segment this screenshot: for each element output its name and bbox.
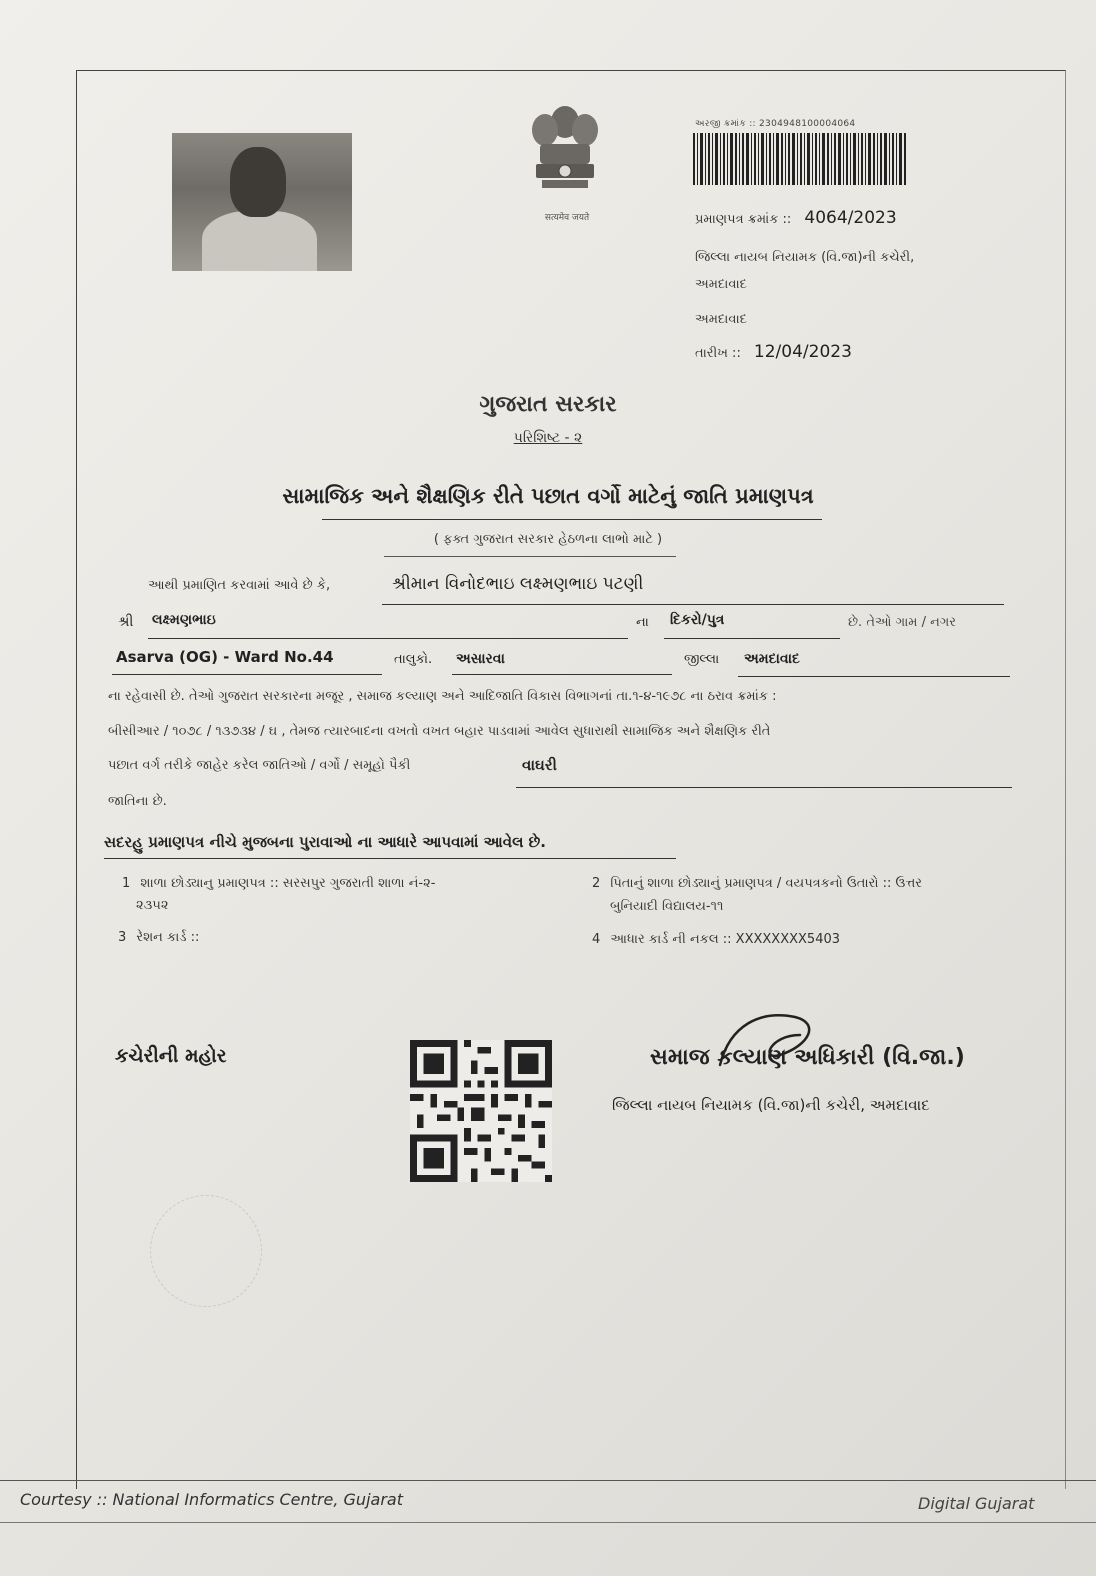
document-text: પિતાનું શાળા છોડ્યાનું પ્રમાણપત્ર / વયપત્રકનો ઉતારો :: ઉત્તર [610, 876, 922, 891]
applicant-photo [172, 133, 352, 271]
document-item [122, 876, 435, 891]
qr-code [410, 1040, 552, 1182]
office-line-1: જિલ્લા નાયબ નિયામક (વિ.જા)ની કચેરી, [695, 250, 915, 265]
caste-line [516, 787, 1012, 788]
courtesy-text: Courtesy :: National Informatics Centre, Gujarat [20, 1490, 403, 1509]
state-emblem-icon [520, 92, 610, 207]
annex-label: પરિશિષ્ટ - ૨ [513, 430, 583, 446]
document-number: 3 [118, 930, 127, 945]
document-item [592, 932, 840, 947]
title-underline [322, 519, 822, 520]
place: અમદાવાદ [695, 312, 747, 327]
district: અમદાવાદ [744, 651, 800, 667]
document-number: 4 [592, 932, 601, 947]
district-label: જીલ્લા [684, 652, 720, 667]
application-number: અરજી ક્રમાંક :: 2304948100004064 [695, 119, 856, 129]
paragraph-line-3: પછાત વર્ગ તરીકે જાહેર કરેલ જાતિઓ / વર્ગો / સમૂહો પૈકી [108, 758, 411, 773]
document-text: શાળા છોડ્યાનુ પ્રમાણપત્ર :: સરસપુર ગુજરાતી શાળા નં-૨- [140, 876, 436, 891]
officer-office: જિલ્લા નાયબ નિયામક (વિ.જા)ની કચેરી, અમદાવાદ [612, 1096, 930, 1114]
father-name: લક્ષ્મણભાઇ [152, 612, 216, 628]
date-label: તારીખ :: [695, 346, 741, 361]
certify-intro: આથી પ્રમાણિત કરવામાં આવે છે કે, [148, 578, 331, 593]
faded-stamp [150, 1195, 262, 1307]
district-line [738, 676, 1010, 677]
barcode [693, 133, 908, 185]
relation: દિકરો/પુત્ર [670, 612, 725, 628]
government-title: ગુજરાત સરકાર [479, 392, 617, 417]
village: Asarva (OG) - Ward No.44 [116, 648, 334, 666]
village-line [112, 674, 382, 675]
holder-name-line [382, 604, 1004, 605]
certificate-number: 4064/2023 [804, 208, 897, 228]
document-item [118, 930, 199, 945]
certificate-title: સામાજિક અને શૈક્ષણિક રીતે પછાત વર્ગો માટેનું જાતિ પ્રમાણપત્ર [282, 484, 814, 508]
footer-divider-top [0, 1480, 1096, 1481]
certificate-number-row [695, 208, 897, 228]
emblem-motto: सत्यमेव जयते [544, 213, 590, 223]
father-name-line [148, 638, 628, 639]
paragraph-line-2: બીસીઆર / ૧૦૭૮ / ૧૩૭૩૪ / ઘ , તેમજ ત્યારબાદના વખતો વખત બહાર પાડવામાં આવેલ સુધારાથી સામાજિક અને શૈક્ષણિક રીતે [108, 724, 771, 739]
officer-title: સમાજ કલ્યાણ અધિકારી (વિ.જા.) [650, 1045, 965, 1070]
taluka: અસારવા [456, 651, 505, 667]
holder-name: શ્રીમાન વિનોદભાઇ લક્ષ્મણભાઇ પટણી [392, 574, 644, 594]
relation-prefix: ના [636, 615, 649, 630]
footer-divider-bottom [0, 1522, 1096, 1523]
certificate-number-label: પ્રમાણપત્ર ક્રમાંક :: [695, 212, 792, 227]
document-number: 1 [122, 876, 131, 891]
documents-heading-underline [104, 858, 676, 859]
document-number: 2 [592, 876, 601, 891]
resident-prefix: છે. તેઓ ગામ / નગર [848, 615, 956, 630]
document-text-cont: બુનિયાદી વિદ્યાલય-૧૧ [610, 899, 724, 914]
father-prefix: શ્રી [118, 614, 134, 630]
documents-heading: સદરહુ પ્રમાણપત્ર નીચે મુજબના પુરાવાઓ ના આધારે આપવામાં આવેલ છે. [104, 833, 546, 851]
office-seal-label: કચેરીની મહોર [115, 1045, 227, 1067]
issue-date: 12/04/2023 [753, 342, 852, 362]
taluka-line [452, 674, 672, 675]
paragraph-line-1: ના રહેવાસી છે. તેઓ ગુજરાત સરકારના મજૂર , સમાજ કલ્યાણ અને આદિજાતિ વિકાસ વિભાગનાં તા.૧-૪-૧૯૭૮ ના ઠરાવ ક્રમાંક : [108, 689, 777, 704]
date-row [695, 342, 852, 362]
document-item [592, 876, 922, 891]
document-text: રેશન કાર્ડ :: [136, 930, 200, 945]
digital-gujarat-brand: Digital Gujarat [918, 1494, 1035, 1513]
certificate-subtitle: ( ફક્ત ગુજરાત સરકાર હેઠળના લાભો માટે ) [433, 532, 663, 547]
paragraph-line-4: જાતિના છે. [108, 794, 167, 809]
office-line-2: અમદાવાદ [695, 277, 747, 292]
subtitle-underline [384, 556, 676, 557]
document-text-cont: ૨૩૫૨ [136, 898, 169, 913]
relation-line [664, 638, 840, 639]
document-text: આધાર કાર્ડ ની નકલ :: XXXXXXXX5403 [610, 932, 841, 947]
caste: વાઘરી [522, 756, 557, 774]
taluka-label: તાલુકો. [394, 652, 433, 667]
